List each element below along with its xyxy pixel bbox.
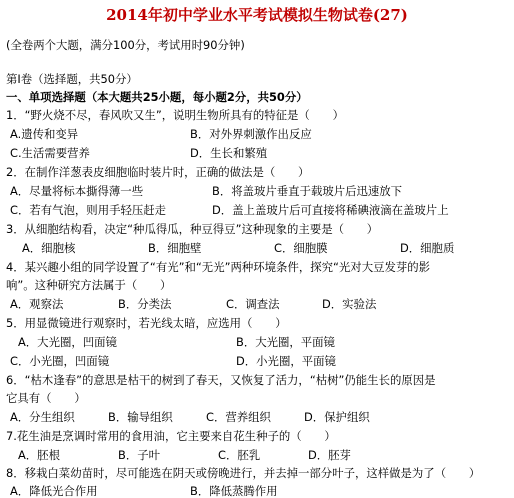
question-4-option-a: A．观察法 <box>10 297 64 311</box>
question-5-option-b: B．大光圈，平面镜 <box>236 335 335 349</box>
question-1-stem: 1．“野火烧不尽，春风吹又生”，说明生物所具有的特征是（ ） <box>6 108 344 122</box>
question-7-option-c: C．胚乳 <box>218 448 261 462</box>
exam-intro: (全卷两个大题，满分100分，考试用时90分钟) <box>6 38 245 52</box>
question-8-option-a: A．降低光合作用 <box>10 484 98 498</box>
question-4-option-d: D．实验法 <box>322 297 377 311</box>
question-3-stem: 3．从细胞结构看，决定“种瓜得瓜，种豆得豆”这种现象的主要是（ ） <box>6 222 379 236</box>
question-2-option-a: A．尽量将标本撕得薄一些 <box>10 184 144 198</box>
section-header: 一、单项选择题（本大题共25小题，每小题2分，共50分） <box>6 90 308 104</box>
question-6-option-c: C．营养组织 <box>206 410 271 424</box>
question-5-option-d: D．小光圈，平面镜 <box>236 354 336 368</box>
question-8-stem: 8．移栽白菜幼苗时，尽可能选在阴天或傍晚进行，并去掉一部分叶子，这样做是为了（ ） <box>6 466 481 480</box>
question-2-stem: 2．在制作洋葱表皮细胞临时装片时，正确的做法是（ ） <box>6 165 310 179</box>
part-header: 第Ⅰ卷（选择题，共50分） <box>6 72 138 86</box>
question-1-option-c: C.生活需要营养 <box>10 146 90 160</box>
question-6-stem-line1: 6．“枯木逢春”的意思是枯干的树到了春天，又恢复了活力，“枯树”仍能生长的原因是 <box>6 373 436 387</box>
question-7-option-b: B．子叶 <box>118 448 160 462</box>
question-6-option-d: D．保护组织 <box>304 410 370 424</box>
question-5-option-a: A．大光圈，凹面镜 <box>18 335 117 349</box>
question-3-option-b: B．细胞壁 <box>148 241 202 255</box>
question-6-stem-line2: 它具有（ ） <box>6 391 86 405</box>
question-5-option-c: C．小光圈，凹面镜 <box>10 354 110 368</box>
question-6-option-a: A．分生组织 <box>10 410 75 424</box>
question-1-option-a: A.遗传和变异 <box>10 127 79 141</box>
question-4-stem-line2: 响”。这种研究方法属于（ ） <box>6 278 172 292</box>
question-3-option-c: C．细胞膜 <box>274 241 328 255</box>
question-4-stem-line1: 4．某兴趣小组的同学设置了“有光”和“无光”两种环境条件，探究“光对大豆发芽的影 <box>6 260 431 274</box>
question-7-option-a: A．胚根 <box>18 448 60 462</box>
question-2-option-d: D．盖上盖玻片后可直接将稀碘液滴在盖玻片上 <box>212 203 449 217</box>
question-3-option-d: D．细胞质 <box>400 241 455 255</box>
question-4-option-b: B．分类法 <box>118 297 172 311</box>
question-2-option-b: B．将盖玻片垂直于载玻片后迅速放下 <box>212 184 403 198</box>
question-1-option-d: D．生长和繁殖 <box>190 146 268 160</box>
question-7-stem: 7.花生油是烹调时常用的食用油，它主要来自花生种子的（ ） <box>6 429 336 443</box>
question-8-option-b: B．降低蒸腾作用 <box>190 484 278 498</box>
document-title: 2014年初中学业水平考试模拟生物试卷(27) <box>106 6 408 24</box>
question-7-option-d: D．胚芽 <box>308 448 351 462</box>
question-3-option-a: A．细胞核 <box>22 241 76 255</box>
question-6-option-b: B．输导组织 <box>108 410 173 424</box>
question-2-option-c: C．若有气泡，则用手轻压赶走 <box>10 203 167 217</box>
question-1-option-b: B．对外界刺激作出反应 <box>190 127 312 141</box>
question-5-stem: 5．用显微镜进行观察时，若光线太暗，应选用（ ） <box>6 316 287 330</box>
question-4-option-c: C．调查法 <box>226 297 280 311</box>
